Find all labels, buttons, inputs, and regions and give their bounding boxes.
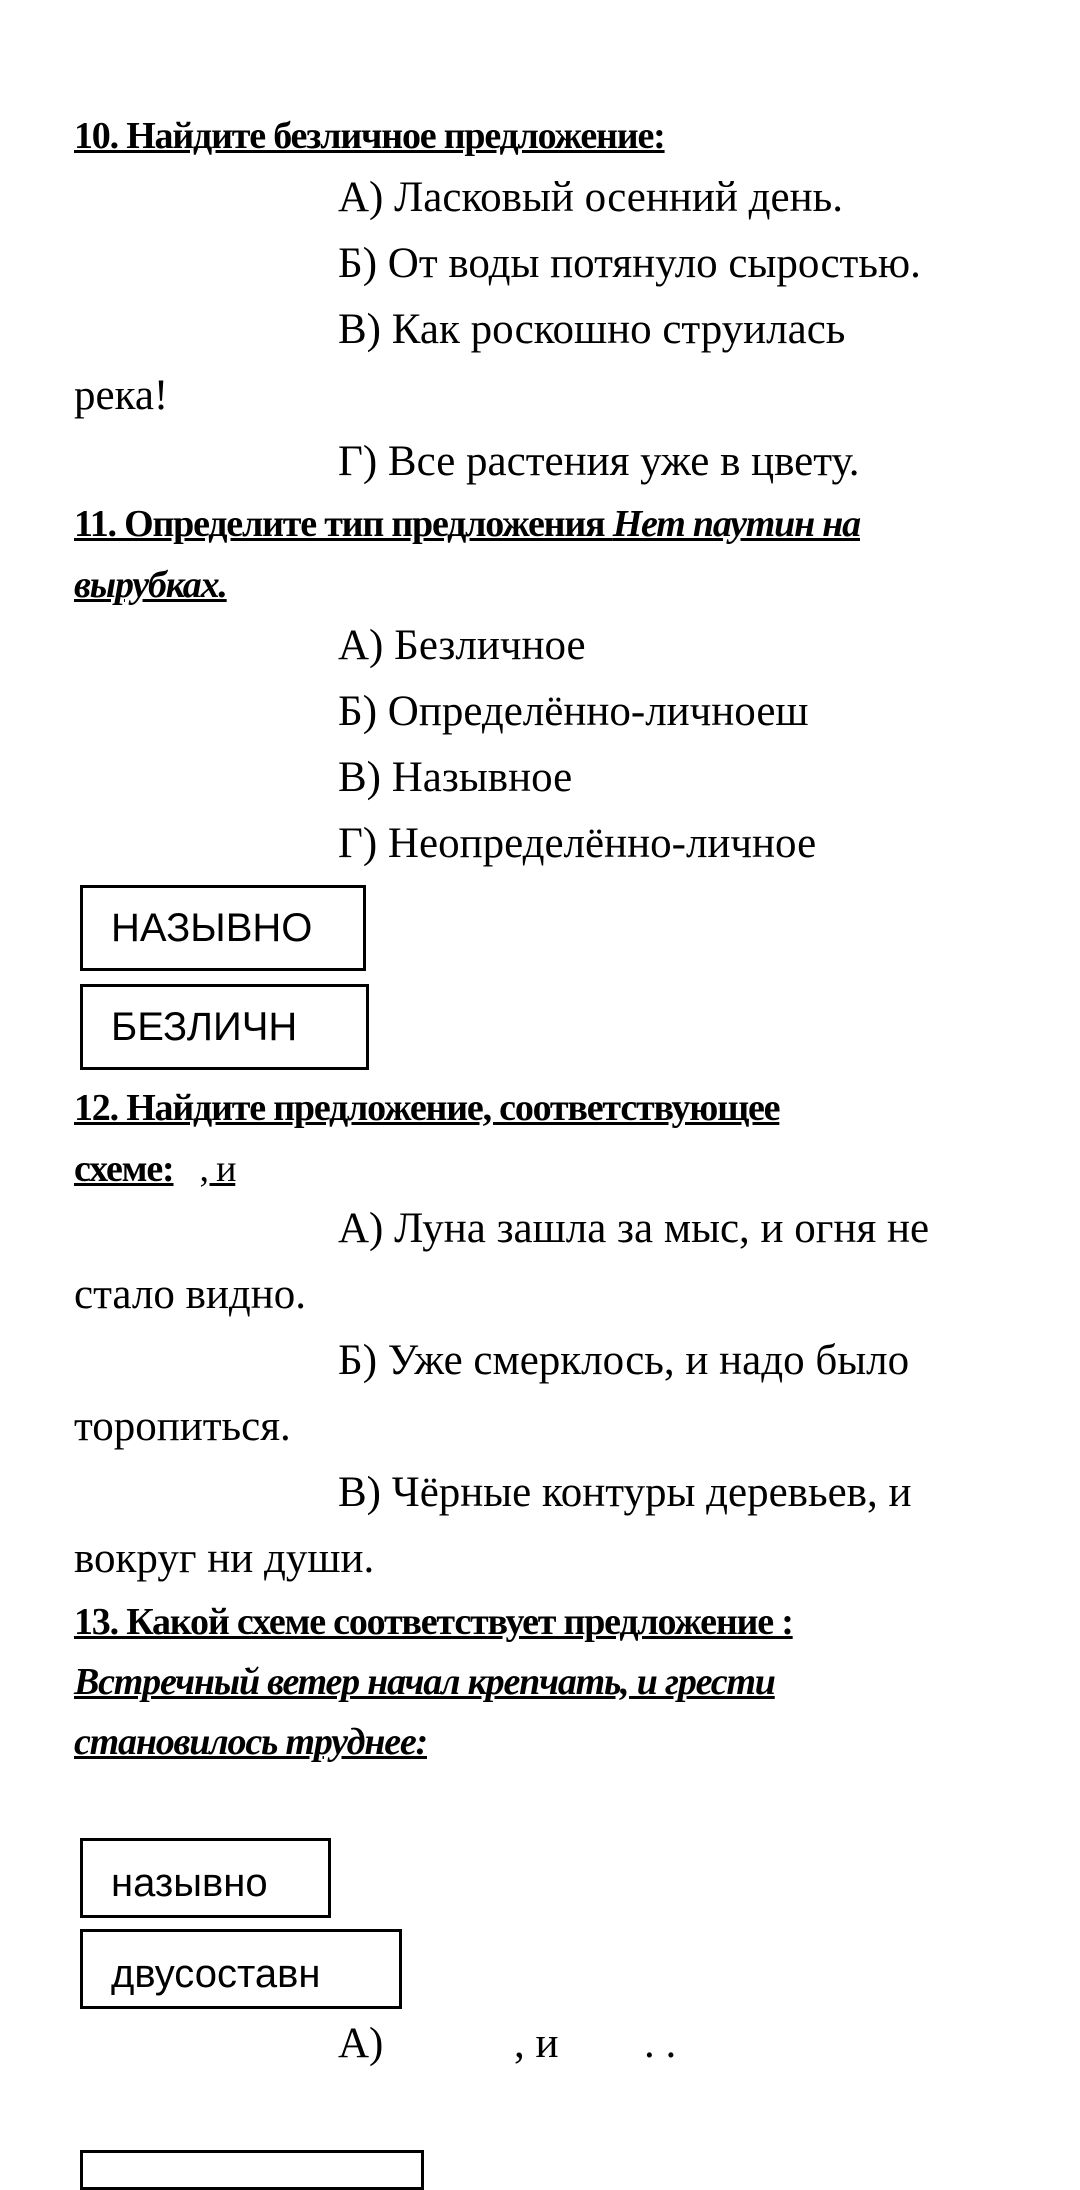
q13-example-line2: становилось труднее: (74, 1721, 428, 1763)
question-12-title-line2 (74, 1139, 1014, 1200)
q11-scheme-box-1: НАЗЫВНО (80, 885, 366, 971)
question-11-title (74, 494, 1014, 555)
q12-option-b: Б) Уже смерклось, и надо было (338, 1337, 910, 1384)
question-13-title: 13. Какой схеме соответствует предложение : (74, 1601, 793, 1643)
q11-option-c: В) Назывное (338, 754, 573, 801)
question-10-title: 10. Найдите безличное предложение: (74, 115, 665, 157)
q11-option-b: Б) Определённо-личноеш (338, 688, 809, 735)
q13-scheme-box-2: двусоставн (80, 1929, 402, 2009)
question-11-title-line2 (74, 555, 1014, 616)
q10-option-c: В) Как роскошно струилась (338, 306, 846, 353)
q12-scheme: , и (199, 1148, 236, 1190)
q12-option-b-cont: торопиться. (74, 1403, 291, 1450)
q12-option-c-cont: вокруг ни души. (74, 1535, 375, 1582)
q13-option-a-label: А) (338, 2020, 384, 2067)
q11-title-text: 11. Определите тип предложения (74, 503, 613, 545)
q10-option-d: Г) Все растения уже в цвету. (338, 438, 860, 485)
q12-option-a-cont: стало видно. (74, 1271, 307, 1318)
q11-option-a: А) Безличное (338, 622, 586, 669)
question-13-title-line2 (74, 1652, 1014, 1713)
q13-example-line1: Встречный ветер начал крепчать, и грести (74, 1661, 775, 1703)
q12-option-a: А) Луна зашла за мыс, и огня не (338, 1205, 930, 1252)
q13-scheme-box-3 (80, 2150, 424, 2190)
q13-scheme-box-1: назывно (80, 1838, 331, 1918)
q13-option-a-scheme-mid: , и (514, 2020, 559, 2067)
question-13-title-line3 (74, 1712, 1014, 1773)
q11-option-d: Г) Неопределённо-личное (338, 820, 817, 867)
q12-title-schema: схеме: (74, 1148, 174, 1190)
q11-title-example: Нет паутин на (612, 503, 860, 545)
q10-option-a: А) Ласковый осенний день. (338, 174, 844, 221)
q13-option-a-scheme-end: . . (644, 2020, 677, 2067)
q10-option-b: Б) От воды потянуло сыростью. (338, 240, 921, 287)
question-12-title: 12. Найдите предложение, соответствующее (74, 1087, 780, 1129)
q11-scheme-box-2: БЕЗЛИЧН (80, 984, 369, 1070)
q10-option-c-cont: река! (74, 372, 169, 419)
q12-option-c: В) Чёрные контуры деревьев, и (338, 1469, 912, 1516)
q11-title-example-cont: вырубках. (74, 564, 227, 606)
